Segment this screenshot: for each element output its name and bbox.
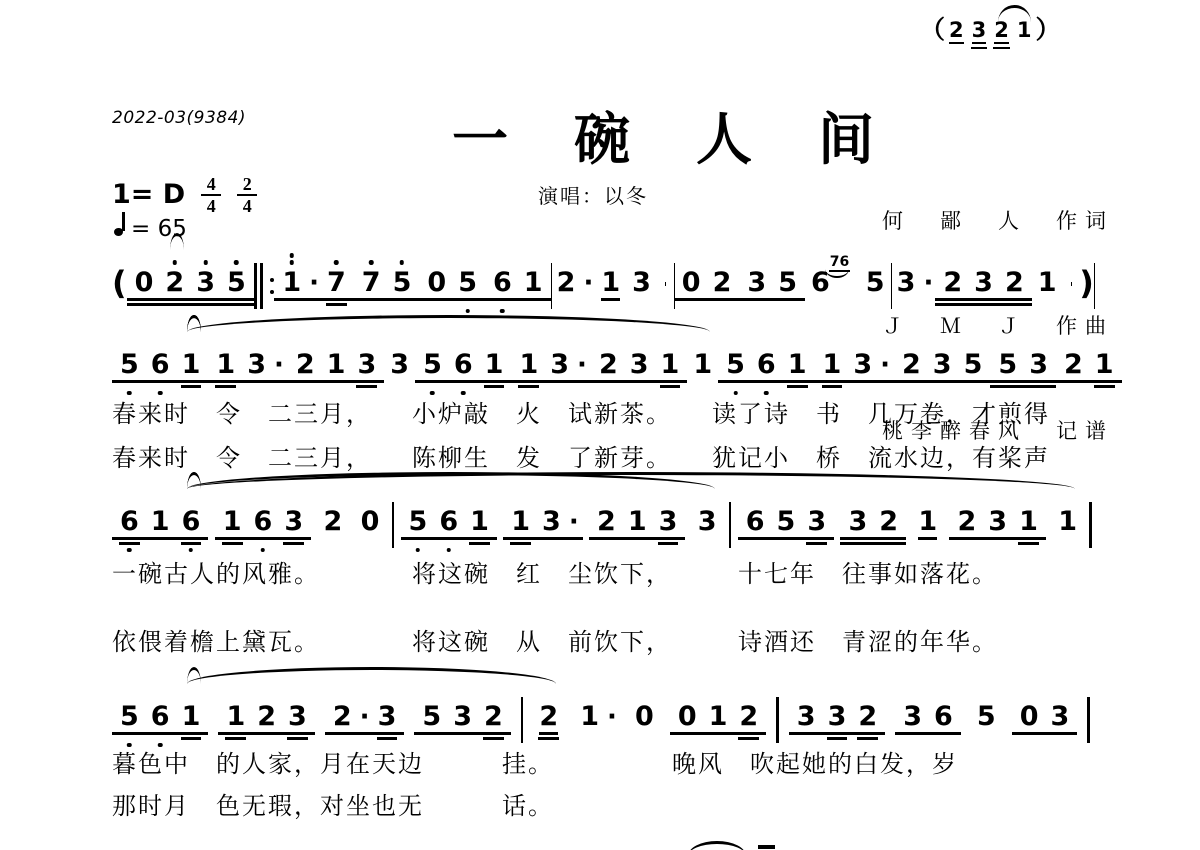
note-1: 1 [485,350,504,380]
note-5: 5 [976,701,996,732]
note-6: 6 [182,507,201,537]
note-6: 6 [757,350,776,380]
note-2: 2 [323,506,343,537]
note-3: 3 [972,18,987,44]
lyric-line-2: 春来时 令 二三月， 陈柳生 发 了新芽。 犹记小 桥 流水边，有桨声 [112,446,1050,472]
beam-group [895,702,961,735]
beam-line [971,47,988,50]
note-3: 3 [828,702,847,732]
note-6: 6 [254,507,273,537]
dotted-note [536,507,581,537]
beam-line [222,542,243,545]
dotted-note [551,268,596,298]
lyricist-credit: 何 鄙 人 作词 [882,209,1114,233]
beam-group [414,702,510,735]
note-5: 5 [120,702,139,732]
note-1: 1 [661,350,680,380]
note-1: 1 [693,349,713,380]
augmentation-dot: · [607,702,617,732]
meter-numerator: 4 [206,174,216,194]
parenthesis: （ [920,15,946,44]
barline [521,697,524,743]
note-2: 2 [902,349,921,380]
beam-group [815,350,894,383]
note-3: 3 [853,349,873,380]
note-2: 2 [1005,268,1024,298]
note-3: 3 [659,507,678,537]
beam-group [354,268,420,301]
octave-dot-above [173,260,178,265]
beam-group [990,350,1056,383]
note-3: 3 [453,701,472,732]
note-1: 1 [627,506,647,537]
beam-line [518,385,539,388]
beam-line-2 [990,385,1056,388]
note-3: 3 [284,507,303,537]
note-2: 2 [556,267,576,298]
note-5: 5 [227,268,246,298]
octave-dot-below [465,309,470,314]
beam-line [787,385,808,388]
barline [1087,697,1090,743]
beam-group [485,268,551,301]
note-2: 2 [858,702,877,732]
dotted-note [241,350,286,380]
note-3: 3 [848,506,868,537]
beam-group [208,350,287,383]
octave-dot-above [234,260,239,265]
beam-line-2 [840,542,906,545]
note-3: 3 [697,506,717,537]
note-3: 3 [357,350,376,380]
note-3: 3 [903,701,923,732]
note-5: 5 [865,267,885,298]
note-0: 0 [677,701,697,732]
beam-line-2 [935,303,1031,306]
note-1: 1 [601,268,620,301]
note-2: 2 [332,701,352,732]
augmentation-dot: · [273,350,284,380]
beam-group [589,507,685,540]
augmentation-dot: · [880,350,890,380]
cutoff-slur-arc [688,841,746,850]
note-0: 0 [360,506,380,537]
note-2: 2 [739,702,758,732]
beam-group [935,268,1031,301]
note-2: 2 [257,701,277,732]
beam-group [215,507,311,540]
note-3: 3 [629,349,649,380]
note-0: 0 [681,267,701,298]
beam-group [511,350,590,383]
augmentation-dot: · [359,702,370,732]
note-6: 6 [454,350,473,380]
beam-group [401,507,497,540]
note-0: 0 [1019,701,1039,732]
beam-group [112,507,208,540]
catalog-number: 2022-03(9384) [112,108,247,128]
beam-line [1094,385,1115,388]
note-5: 5 [423,350,442,380]
note-5: 5 [422,701,442,732]
beam-group [591,350,687,383]
note-3: 3 [747,267,767,298]
note-6: 6 [120,507,139,537]
beam-line [822,385,843,388]
quarter-note-icon [114,228,123,236]
note-5: 5 [963,349,983,380]
note-3: 3 [896,267,916,298]
parenthesis: ) [1079,264,1094,302]
beam-group [112,350,208,383]
beam-group [325,702,404,735]
beam-line-2 [127,303,254,306]
repeat-bar [254,263,257,309]
beam-group [949,507,1045,540]
note-1: 1 [182,702,201,732]
note-2: 2 [1063,349,1083,380]
repeat-bar [260,263,263,309]
beam-line [483,737,504,740]
augmentation-dot: · [583,268,594,298]
note-1: 1 [470,507,489,537]
song-title: 一 碗 人 间 [452,110,900,172]
note-2: 2 [165,268,184,298]
dotted-note [891,268,936,298]
note-6: 6 [151,350,170,380]
dotted-note [544,350,589,380]
transcriber-credit: 桃李醉春风 记谱 [882,419,1114,443]
beam-line [484,385,505,388]
note-2: 2 [598,349,618,380]
note-1: 1 [182,350,201,380]
note-1: 1 [823,350,842,380]
note-1: 1 [708,701,728,732]
augmentation-dot: · [568,507,579,537]
octave-dot-below [261,548,266,553]
barline [776,697,779,743]
beam-line [658,542,679,545]
lyric-line-6: 那时月 色无瑕，对坐也无 话。 [112,794,554,820]
augmentation-dot: · [577,350,587,380]
note-3: 3 [1050,701,1070,732]
note-2: 2 [539,702,558,735]
note-0: 0 [634,701,654,732]
beam-group [840,507,906,540]
octave-dot-below [416,548,421,553]
note-3: 3 [378,702,397,732]
slur-arc [998,5,1031,22]
beam-group [274,268,353,301]
note-3: 3 [1029,349,1048,380]
beam-group [1012,702,1078,735]
note-2: 2 [957,506,977,537]
note-5: 5 [458,268,477,298]
dotted-note [574,702,619,732]
parenthesis: ( [112,264,127,302]
beam-group [739,268,805,301]
note-3: 3 [542,506,561,537]
octave-dot-below [500,309,505,314]
note-1: 1 [326,349,346,380]
note-3: 3 [196,268,215,298]
lyric-line-1: 春来时 令 二三月， 小炉敲 火 试新茶。 读了诗 书 几万卷，才煎得 [112,402,1050,428]
dotted-note [327,702,372,732]
note-6: 6 [934,701,953,732]
beam-group [218,702,314,735]
beam-line [806,542,827,545]
note-1: 1 [519,350,538,380]
note-3: 3 [390,349,410,380]
meter-denominator: 4 [242,195,252,216]
octave-dot-above [203,260,208,265]
beam-line [181,542,202,545]
music-line-2 [112,332,1114,402]
augmentation-dot: · [309,268,319,298]
beam-line [469,542,490,545]
note-1: 1 [523,267,543,298]
lyric-line-3: 一碗古人的风雅。 将这碗 红 尘饮下， 十七年 往事如落花。 [112,562,998,588]
octave-dot-above [400,260,405,265]
composer-credit: Ｊ Ｍ Ｊ 作曲 [882,314,1114,338]
dotted-note [276,268,321,298]
note-0: 0 [134,267,154,298]
beam-line [538,737,559,740]
note-1: 1 [150,506,170,537]
parenthesis: ） [1035,15,1061,44]
beam-line [377,737,398,740]
note-2: 2 [994,18,1009,44]
dotted-note [847,350,892,380]
cutoff-dash [758,845,775,849]
beam-line [283,542,304,545]
note-5: 5 [776,506,796,537]
slur-arc [187,667,556,684]
note-1: 1 [788,350,807,380]
meter-denominator: 4 [206,195,216,216]
lyric-line-4: 依偎着檐上黛瓦。 将这碗 从 前饮下， 诗酒还 青涩的年华。 [112,630,998,656]
note-5: 5 [409,507,428,537]
note-6: 6 [151,702,170,732]
barline [1089,502,1092,548]
note-2: 2 [712,267,732,298]
repeat-sign [254,263,275,309]
beam-group [112,702,208,735]
note-3: 3 [288,702,307,732]
augmentation-dot: · [923,268,934,298]
music-line-3 [112,489,1092,559]
note-2: 2 [949,18,964,42]
note-0: 0 [427,267,447,298]
beam-group [670,702,766,735]
music-line-1 [112,250,1094,320]
note-3: 3 [988,506,1008,537]
note-2: 2 [879,506,899,537]
note-3: 3 [550,349,570,380]
note-1: 1 [918,507,937,540]
beam-line [993,47,1010,50]
octave-dot-below [127,548,132,553]
note-6: 6 76 [810,254,850,298]
note-6: 6 [493,268,512,298]
beam-line [119,542,140,545]
octave-dot-above [369,260,374,265]
pickup-notes-annotation [920,0,1061,70]
beam-group [789,702,885,735]
note-5: 5 [393,268,412,298]
note-6: 6 [439,507,458,537]
note-3: 3 [932,349,952,380]
note-1: 1 [216,350,235,380]
octave-dot-below [189,548,194,553]
beam-group [674,268,740,301]
note-1: 1 [1058,506,1077,537]
beam-group [738,507,834,540]
note-1: 1 [1016,18,1032,42]
beam-line [827,737,848,740]
note-5: 5 [778,267,797,298]
note-1: 1 [282,268,301,298]
note-1: 1 [580,701,600,732]
time-signature-2 [237,176,257,214]
meter-numerator: 2 [242,174,252,194]
note-7: 7 [327,268,346,298]
note-5: 5 [998,349,1018,380]
beam-line [225,737,246,740]
beam-line [510,542,531,545]
note-2: 2 [943,267,963,298]
barline [392,502,395,548]
note-3: 3 [807,507,826,537]
note-1: 1 [1019,507,1038,537]
octave-dot-above [334,260,339,265]
note-2: 2 [597,506,616,537]
beam-line [181,385,202,388]
note-1: 1 [511,507,530,537]
note-3: 3 [796,701,816,732]
grace-note: 76 [829,254,850,270]
beam-line [181,737,202,740]
beam-line [326,303,347,306]
key-label: 1= D [112,179,186,211]
beam-line [660,385,681,388]
beam-line [356,385,377,388]
beam-line [857,737,878,740]
barline [729,502,732,548]
octave-dot-above [289,260,294,265]
beam-line [215,385,236,388]
note-1: 1 [226,702,245,732]
beam-group [288,350,384,383]
beam-line [287,737,308,740]
note-2: 2 [295,349,315,380]
beam-group [894,350,990,383]
beam-group [127,268,254,301]
lyric-line-5: 暮色中 的人家，月在天边 挂。 晚风 吹起她的白发，岁 [112,752,958,778]
note-6: 6 [745,506,765,537]
beam-line [738,737,759,740]
duration-dash [665,282,666,286]
octave-dot-below [446,548,451,553]
time-signature-1 [201,176,221,214]
beam-group [718,350,814,383]
note-2: 2 [484,702,503,732]
note-5: 5 [120,350,139,380]
note-7: 7 [362,268,381,298]
note-3: 3 [974,268,993,298]
beam-group [1056,350,1122,383]
beam-group [419,268,485,301]
beam-group [415,350,511,383]
note-1: 1 [1095,350,1114,380]
tempo-value: = 65 [131,216,187,242]
note-3: 3 [247,349,266,380]
performer-line: 演唱：以冬 [538,186,648,208]
note-3: 3 [632,267,651,298]
duration-dash [1071,282,1072,286]
note-1: 1 [1037,267,1057,298]
beam-line [1018,542,1039,545]
note-5: 5 [726,350,745,380]
note-1: 1 [223,507,242,537]
beam-group [503,507,582,540]
key-signature [112,176,257,214]
